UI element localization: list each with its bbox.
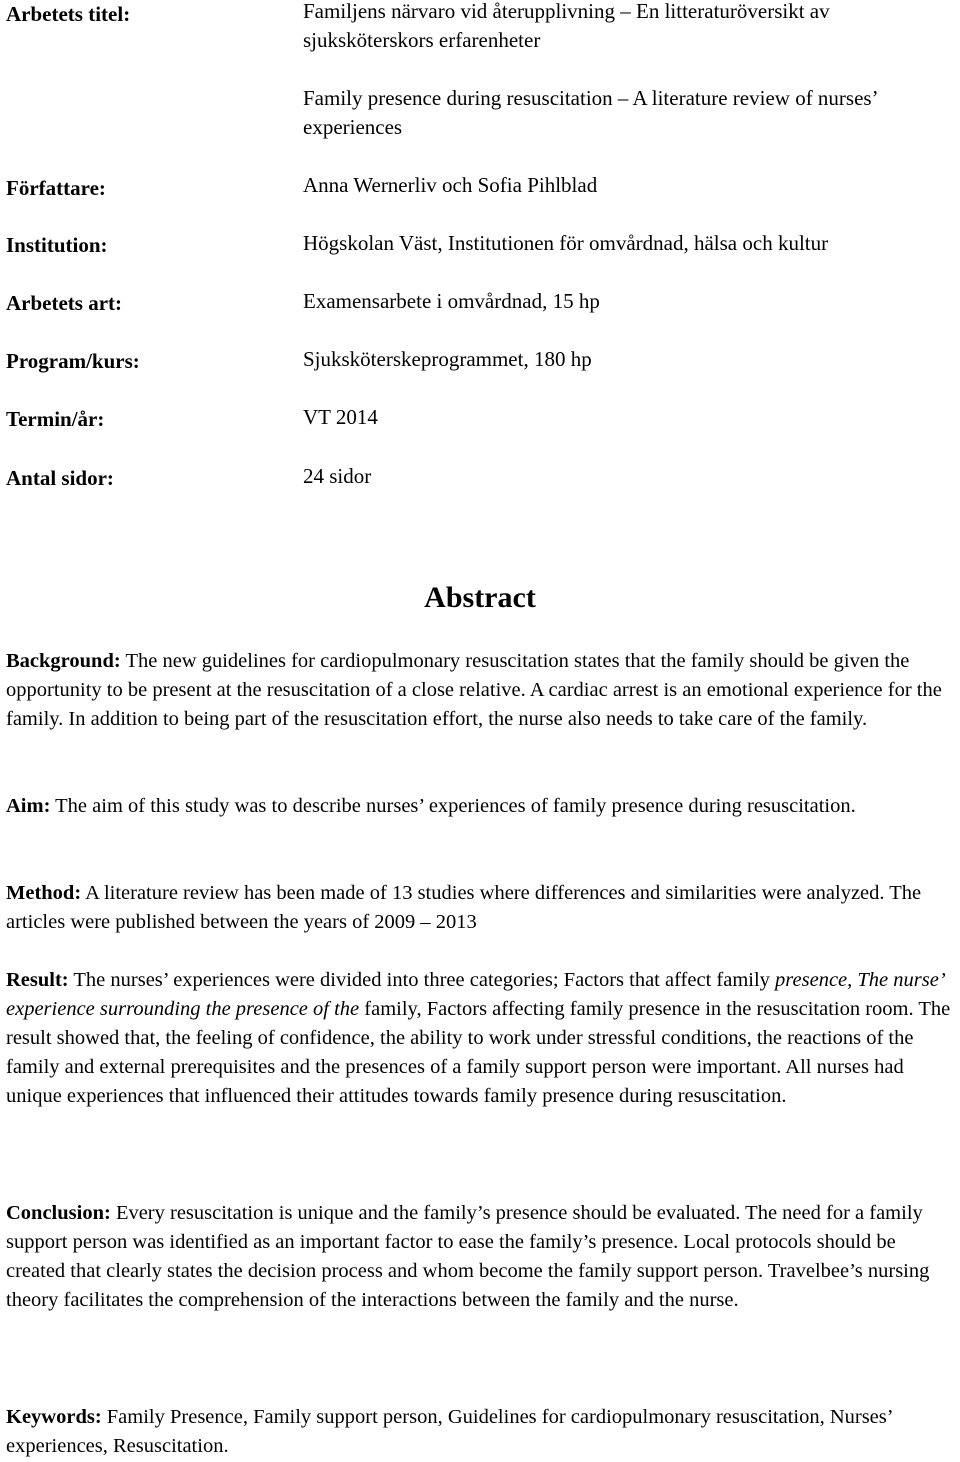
author-label: Författare: [6, 176, 106, 200]
conclusion-text: Every resuscitation is unique and the family’s presence should be evaluated. The need for a family support person was identified as an important factor to ease the family’s presence. Local protocols should be created that clearly states the decision process and whom become the family support person. Travelbee’s nursing theory facilitates the comprehension of the interactions between the family and the nurse. [6, 1202, 930, 1311]
aim-label: Aim: [6, 795, 51, 817]
result-text-italic: presence, The nurse’ experience surrounding the presence of the [6, 969, 944, 1020]
institution-label: Institution: [6, 233, 108, 257]
keywords-text: Family Presence, Family support person, Guidelines for cardiopulmonary resuscitation, Nurses’ experiences, Resuscitation. [6, 1406, 893, 1457]
method-text: A literature review has been made of 13 studies where differences and similarities were analyzed. The articles were published between the years of 2009 – 2013 [6, 882, 922, 933]
result-paragraph [6, 966, 958, 1111]
program-label: Program/kurs: [6, 349, 140, 373]
author-value: Anna Wernerliv och Sofia Pihlblad [303, 173, 598, 197]
work-type-label: Arbetets art: [6, 291, 123, 315]
aim-text: The aim of this study was to describe nurses’ experiences of family presence during resuscitation. [50, 795, 856, 817]
conclusion-label: Conclusion: [6, 1202, 111, 1224]
abstract-heading: Abstract [424, 581, 536, 614]
method-label: Method: [6, 882, 82, 904]
work-type-value: Examensarbete i omvårdnad, 15 hp [303, 289, 600, 313]
result-text-end: family, Factors affecting family presence in the resuscitation room. The result showed that, the feeling of confidence, the ability to work under stressful conditions, the reactions of the family and external prerequisites and the presences of a family support person were important. All nurses had unique experiences that influenced their attitudes towards family presence during resuscitation. [6, 998, 951, 1107]
title-swedish: Familjens närvaro vid återupplivning – En litteraturöversikt av sjuksköterskors erfarenheter [303, 0, 830, 52]
term-value: VT 2014 [303, 405, 378, 429]
pages-value: 24 sidor [303, 464, 372, 488]
method-paragraph [6, 879, 958, 937]
pages-label: Antal sidor: [6, 466, 114, 490]
background-label: Background: [6, 650, 121, 672]
title-english: Family presence during resuscitation – A literature review of nurses’ experiences [303, 86, 878, 139]
result-label: Result: [6, 969, 69, 991]
background-paragraph [6, 647, 958, 734]
background-text: The new guidelines for cardiopulmonary resuscitation states that the family should be given the opportunity to be present at the resuscitation of a close relative. A cardiac arrest is an emotional experience for the family. In addition to being part of the resuscitation effort, the nurse also needs to take care of the family. [6, 650, 942, 730]
institution-value: Högskolan Väst, Institutionen för omvårdnad, hälsa och kultur [303, 231, 829, 255]
title-label: Arbetets titel: [6, 2, 131, 26]
term-label: Termin/år: [6, 407, 105, 431]
aim-paragraph [6, 792, 958, 821]
conclusion-paragraph [6, 1199, 958, 1315]
keywords-paragraph [6, 1403, 958, 1461]
program-value: Sjuksköterskeprogrammet, 180 hp [303, 347, 592, 371]
keywords-label: Keywords: [6, 1406, 102, 1428]
result-text-start: The nurses’ experiences were divided into three categories; Factors that affect family [68, 969, 776, 991]
